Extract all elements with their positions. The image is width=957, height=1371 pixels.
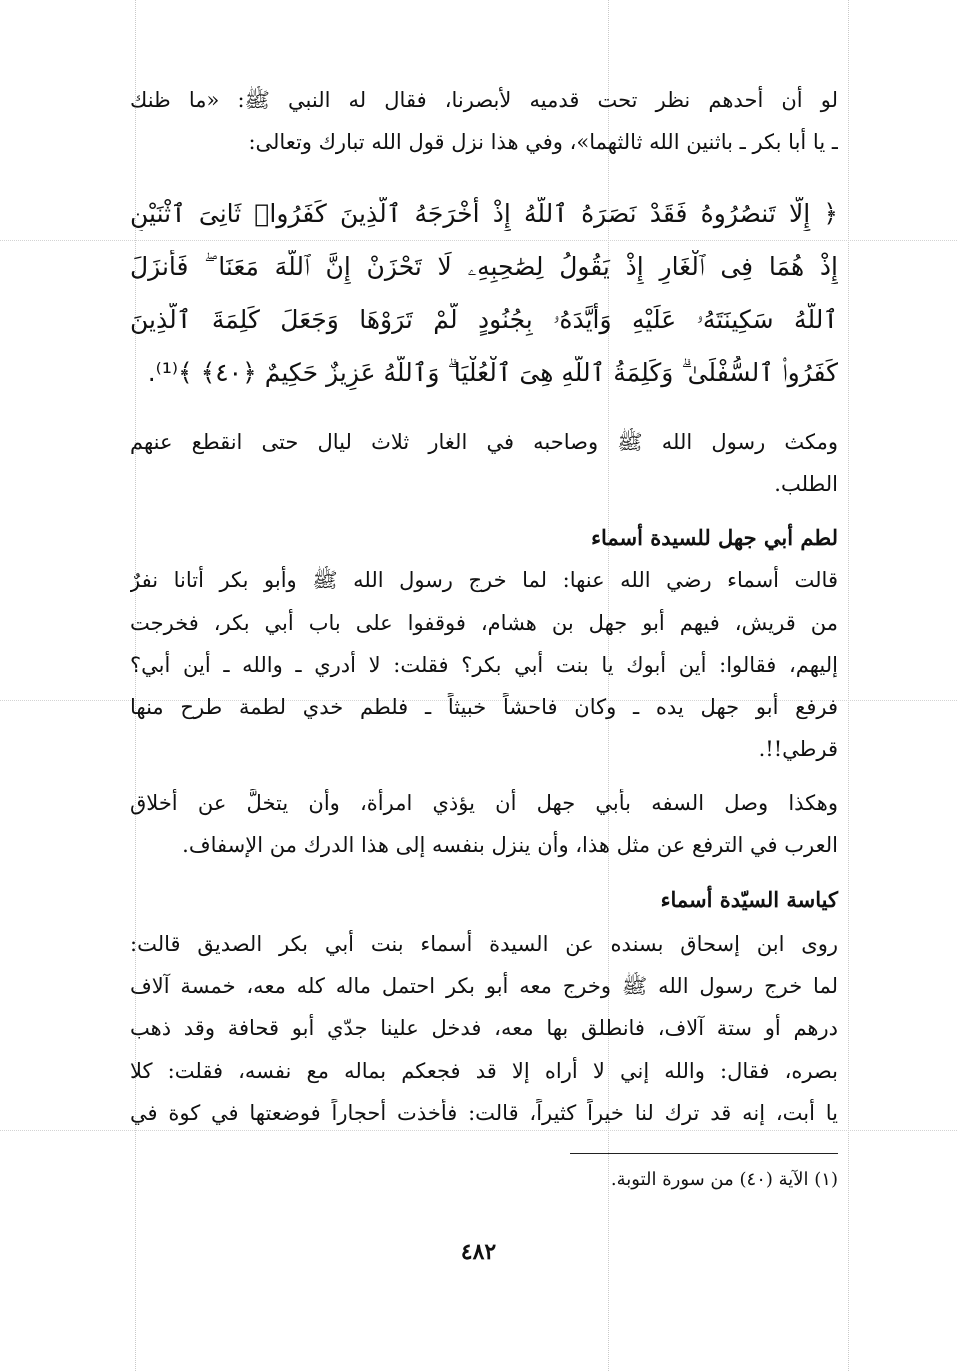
quran-verse-line: ﴿ إِلَّا تَنصُرُوهُ فَقَدْ نَصَرَهُ ٱللَّهُ إِذْ أَخْرَجَهُ ٱلَّذِينَ كَفَرُوا۟ ثَانِىَ ٱثْنَيْنِ: [130, 199, 838, 228]
quran-verse-line: إِذْ هُمَا فِى ٱلْغَارِ إِذْ يَقُولُ لِصَٰحِبِهِۦ لَا تَحْزَنْ إِنَّ ٱللَّهَ مَعَنَا ۖ فَأَنزَلَ: [130, 252, 838, 281]
quran-verse-line: ٱللَّهُ سَكِينَتَهُۥ عَلَيْهِ وَأَيَّدَهُۥ بِجُنُودٍ لَّمْ تَرَوْهَا وَجَعَلَ كَلِمَةَ ٱلَّذِينَ: [130, 305, 838, 334]
text-line: بصره، فقال: والله إني لا أراه إلا قد فجعكم بماله مع نفسه، فقلت: كلا: [130, 1059, 838, 1083]
text-line: لما خرج رسول الله ﷺ وخرج معه أبو بكر احتمل ماله كله معه، خمسة آلاف: [130, 974, 838, 998]
text-line: ـ يا أبا بكر ـ باثنين الله ثالثهما»، وفي هذا نزل قول الله تبارك وتعالى:: [248, 130, 838, 154]
text-line: إليهم، فقالوا: أين أبوك يا بنت أبي بكر؟ فقلت: لا أدري ـ والله ـ أين أبي؟: [130, 653, 838, 677]
text-line: وهكذا وصل السفه بأبي جهل أن يؤذي امرأة، وأن يتخلَّ عن أخلاق: [130, 791, 838, 815]
page-number: ٤٨٢: [460, 1239, 497, 1265]
text-line: لو أن أحدهم نظر تحت قدميه لأبصرنا، فقال له النبي ﷺ: «ما ظنك: [130, 88, 838, 112]
section-heading: لطم أبي جهل للسيدة أسماء: [591, 525, 838, 550]
text-line: الطلب.: [774, 472, 838, 496]
scan-guide-line: [0, 1130, 957, 1131]
footnote: (١) الآية (٤٠) من سورة التوبة.: [610, 1169, 838, 1190]
scan-guide-line: [0, 240, 957, 241]
text-line: قرطي!!.: [758, 737, 838, 761]
text-line: يا أبت، إنه قد ترك لنا خيراً كثيراً، قالت: فأخذت أحجاراً فوضعتها في كوة في: [130, 1101, 838, 1125]
text-line: ومكث رسول الله ﷺ وصاحبه في الغار ثلاث ليال حتى انقطع عنهم: [130, 430, 838, 454]
quran-verse-line: كَفَرُوا۟ ٱلسُّفْلَىٰ ۗ وَكَلِمَةُ ٱللَّهِ هِىَ ٱلْعُلْيَا ۗ وَٱللَّهُ عَزِيزٌ حَكِيمٌ ﴿٤٠﴾ ﴾⁽¹⁾.: [147, 358, 838, 387]
footnote-rule: [570, 1153, 838, 1154]
text-line: من قريش، فيهم أبو جهل بن هشام، فوقفوا على باب أبي بكر، فخرجت: [130, 611, 838, 635]
section-heading: كياسة السيّدة أسماء: [660, 887, 838, 912]
text-line: العرب في الترفع عن مثل هذا، وأن ينزل بنفسه إلى هذا الدرك من الإسفاف.: [182, 833, 838, 857]
text-line: درهم أو ستة آلاف، فانطلق بها معه، فدخل علينا جدّي أبو قحافة وقد ذهب: [130, 1016, 838, 1040]
text-line: روى ابن إسحاق بسنده عن السيدة أسماء بنت أبي بكر الصديق قالت:: [130, 932, 838, 956]
scan-guide-line: [848, 0, 849, 1371]
text-line: فرفع أبو جهل يده ـ وكان فاحشاً خبيثاً ـ فلطم خدي لطمة طرح منها: [130, 695, 838, 719]
text-line: قالت أسماء رضي الله عنها: لما خرج رسول الله ﷺ وأبو بكر أتانا نفرٌ: [130, 568, 838, 592]
